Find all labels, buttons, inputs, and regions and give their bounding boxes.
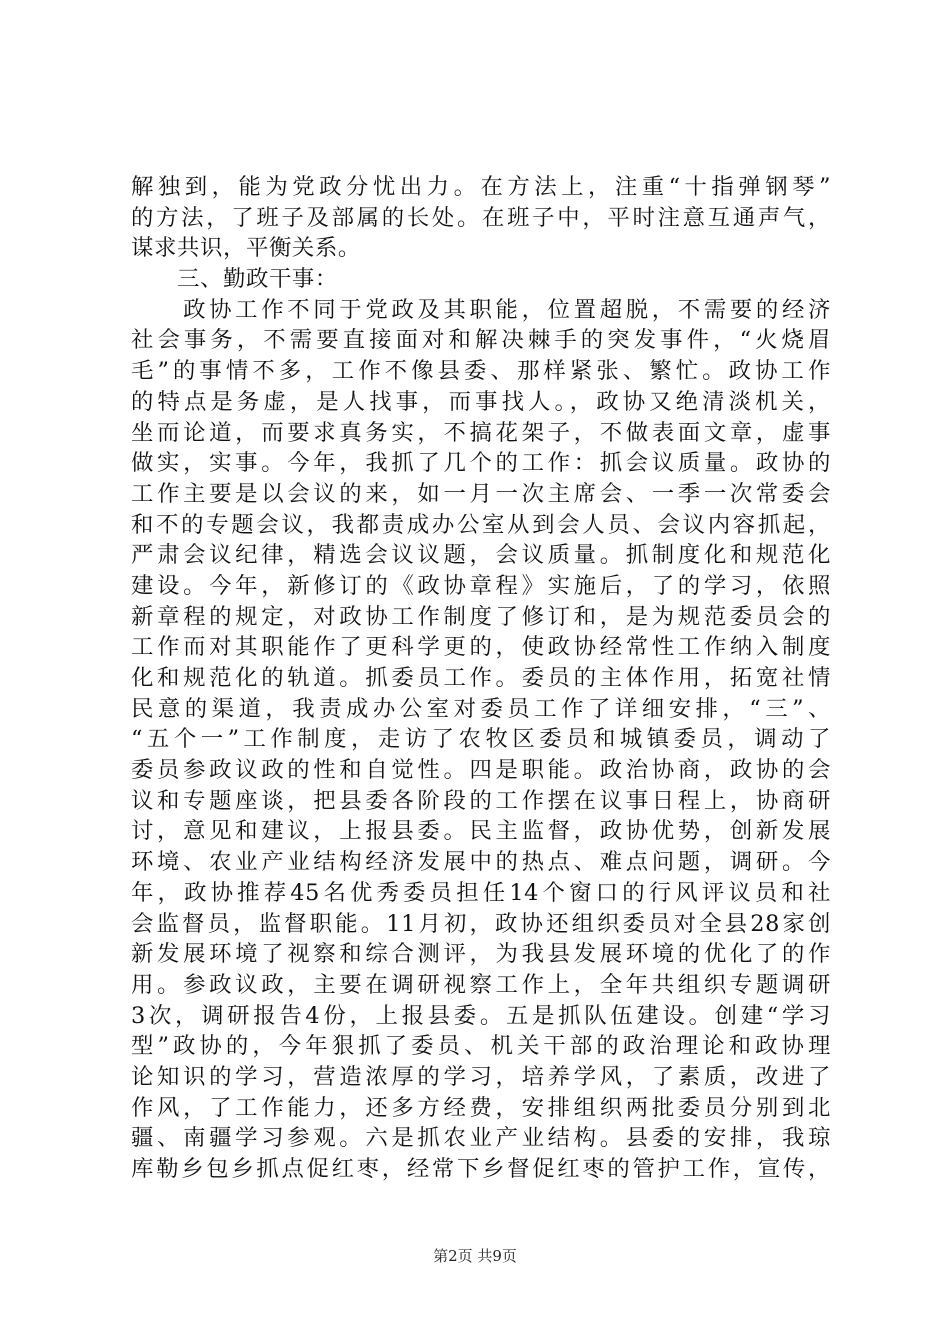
text-line: 的方法，了班子及部属的长处。在班子中，平时注意互通声气， xyxy=(131,204,831,231)
text-line: 谋求共识，平衡关系。 xyxy=(131,235,361,262)
text-line: 3次，调研报告4份，上报县委。五是抓队伍建设。创建“学习 xyxy=(131,1002,831,1029)
text-line: 化和规范化的轨道。抓委员工作。委员的主体作用，拓宽社情 xyxy=(131,665,831,691)
text-line: 论知识的学习，营造浓厚的学习，培养学风，了素质，改进了 xyxy=(131,1063,831,1090)
text-line: 社会事务，不需要直接面对和解决棘手的突发事件，“火烧眉 xyxy=(131,327,831,354)
body-text xyxy=(131,172,831,1185)
text-line: 工作而对其职能作了更科学更的，使政协经常性工作纳入制度 xyxy=(131,634,831,661)
text-line: 用。参政议政，主要在调研视察工作上，全年共组织专题调研 xyxy=(131,971,831,998)
text-line: 坐而论道，而要求真务实，不搞花架子，不做表面文章，虚事 xyxy=(131,419,831,446)
text-line: 疆、南疆学习参观。六是抓农业产业结构。县委的安排，我琼 xyxy=(131,1125,831,1152)
text-line: 作风，了工作能力，还多方经费，安排组织两批委员分别到北 xyxy=(131,1094,831,1121)
text-line: 库勒乡包乡抓点促红枣，经常下乡督促红枣的管护工作，宣传， xyxy=(131,1156,831,1182)
text-line: 讨，意见和建议，上报县委。民主监督，政协优势，创新发展 xyxy=(131,818,831,845)
text-line: 毛”的事情不多，工作不像县委、那样紧张、繁忙。政协工作 xyxy=(131,358,831,385)
text-line: 的特点是务虚，是人找事，而事找人。，政协又绝清淡机关， xyxy=(131,388,831,415)
text-line: 和不的专题会议，我都责成办公室从到会人员、会议内容抓起， xyxy=(131,511,831,538)
text-line: 解独到，能为党政分忧出力。在方法上，注重“十指弹钢琴” xyxy=(131,174,831,200)
text-line: 政协工作不同于党政及其职能，位置超脱，不需要的经济 xyxy=(131,296,831,323)
text-line: 委员参政议政的性和自觉性。四是职能。政治协商，政协的会 xyxy=(131,757,831,784)
text-line: 会监督员，监督职能。11月初，政协还组织委员对全县28家创 xyxy=(131,910,831,937)
text-line: 严肃会议纪律，精选会议议题，会议质量。抓制度化和规范化 xyxy=(131,542,831,569)
text-line: 做实，实事。今年，我抓了几个的工作：抓会议质量。政协的 xyxy=(131,450,831,477)
text-line: 建设。今年，新修订的《政协章程》实施后，了的学习，依照 xyxy=(131,572,831,599)
text-line: 环境、农业产业结构经济发展中的热点、难点问题，调研。今 xyxy=(131,849,831,876)
text-line: 议和专题座谈，把县委各阶段的工作摆在议事日程上，协商研 xyxy=(131,787,831,814)
text-line: 民意的渠道，我责成办公室对委员工作了详细安排，“三”、 xyxy=(131,695,831,722)
text-line: “五个一”工作制度，走访了农牧区委员和城镇委员，调动了 xyxy=(131,726,831,753)
text-line: 新发展环境了视察和综合测评，为我县发展环境的优化了的作 xyxy=(131,941,831,968)
text-line: 工作主要是以会议的来，如一月一次主席会、一季一次常委会 xyxy=(131,480,831,507)
page-footer: 第2页 共9页 xyxy=(433,1247,517,1265)
text-line: 年，政协推荐45名优秀委员担任14个窗口的行风评议员和社 xyxy=(131,879,831,906)
text-line: 型”政协的，今年狠抓了委员、机关干部的政治理论和政协理 xyxy=(131,1033,831,1060)
text-line: 新章程的规定，对政协工作制度了修订和，是为规范委员会的 xyxy=(131,603,831,630)
text-line: 三、勤政干事： xyxy=(131,266,338,293)
